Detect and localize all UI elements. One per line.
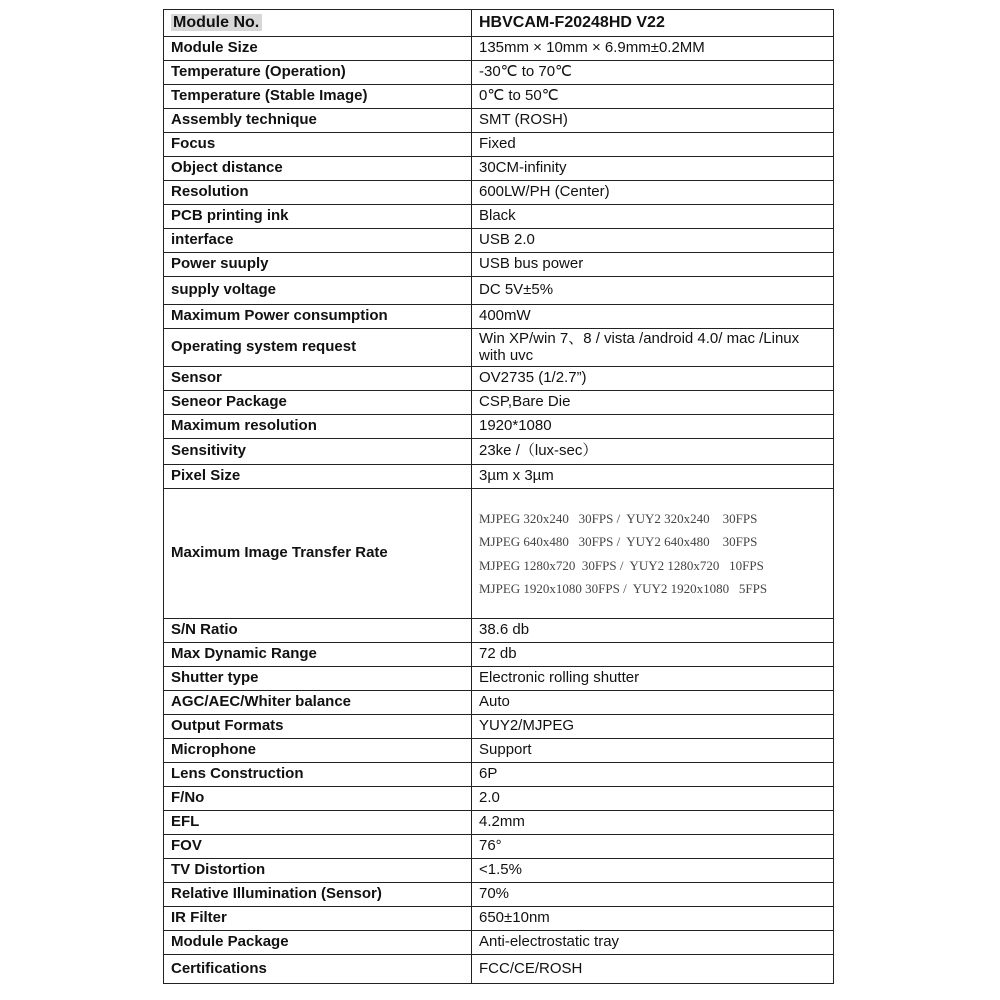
spec-value: SMT (ROSH) bbox=[472, 109, 834, 133]
spec-value: 0℃ to 50℃ bbox=[472, 85, 834, 109]
spec-label: Maximum resolution bbox=[164, 415, 472, 439]
transfer-rate-line: MJPEG 640x480 30FPS / YUY2 640x480 30FPS bbox=[479, 534, 758, 549]
spec-value: 38.6 db bbox=[472, 619, 834, 643]
spec-label: Microphone bbox=[164, 739, 472, 763]
spec-label: TV Distortion bbox=[164, 859, 472, 883]
spec-value: 76° bbox=[472, 835, 834, 859]
spec-label: Resolution bbox=[164, 181, 472, 205]
spec-value: Win XP/win 7、8 / vista /android 4.0/ mac /Linux with uvc bbox=[472, 329, 834, 367]
spec-label: S/N Ratio bbox=[164, 619, 472, 643]
spec-label: Lens Construction bbox=[164, 763, 472, 787]
spec-label: PCB printing ink bbox=[164, 205, 472, 229]
module-no-label: Module No. bbox=[171, 14, 262, 31]
spec-value: 4.2mm bbox=[472, 811, 834, 835]
table-row bbox=[164, 715, 834, 739]
table-row bbox=[164, 907, 834, 931]
spec-label: Temperature (Operation) bbox=[164, 61, 472, 85]
spec-value: Electronic rolling shutter bbox=[472, 667, 834, 691]
table-row bbox=[164, 787, 834, 811]
module-no-value: HBVCAM-F20248HD V22 bbox=[472, 10, 834, 37]
spec-value: 23ke /（lux-sec） bbox=[472, 439, 834, 465]
spec-value bbox=[472, 489, 834, 619]
table-row bbox=[164, 305, 834, 329]
spec-value: 30CM-infinity bbox=[472, 157, 834, 181]
spec-label: Sensor bbox=[164, 367, 472, 391]
table-row bbox=[164, 329, 834, 367]
spec-value: 72 db bbox=[472, 643, 834, 667]
spec-value: 135mm × 10mm × 6.9mm±0.2MM bbox=[472, 37, 834, 61]
table-row bbox=[164, 667, 834, 691]
table-row bbox=[164, 811, 834, 835]
table-row bbox=[164, 931, 834, 955]
spec-value: OV2735 (1/2.7”) bbox=[472, 367, 834, 391]
spec-value: 600LW/PH (Center) bbox=[472, 181, 834, 205]
spec-label: Output Formats bbox=[164, 715, 472, 739]
spec-value: Support bbox=[472, 739, 834, 763]
header-label-cell bbox=[164, 10, 472, 37]
table-row bbox=[164, 157, 834, 181]
table-row bbox=[164, 739, 834, 763]
spec-label: Relative Illumination (Sensor) bbox=[164, 883, 472, 907]
spec-value: FCC/CE/ROSH bbox=[472, 955, 834, 984]
table-row bbox=[164, 691, 834, 715]
spec-label: Object distance bbox=[164, 157, 472, 181]
spec-label: Pixel Size bbox=[164, 465, 472, 489]
spec-value: Fixed bbox=[472, 133, 834, 157]
transfer-rate-line: MJPEG 1280x720 30FPS / YUY2 1280x720 10FPS bbox=[479, 557, 764, 573]
spec-label: Max Dynamic Range bbox=[164, 643, 472, 667]
spec-value: CSP,Bare Die bbox=[472, 391, 834, 415]
table-row bbox=[164, 37, 834, 61]
table-row bbox=[164, 859, 834, 883]
spec-value: Black bbox=[472, 205, 834, 229]
spec-label: Power suuply bbox=[164, 253, 472, 277]
table-row bbox=[164, 367, 834, 391]
spec-label: AGC/AEC/Whiter balance bbox=[164, 691, 472, 715]
spec-table bbox=[163, 9, 834, 984]
spec-label: Seneor Package bbox=[164, 391, 472, 415]
table-row bbox=[164, 883, 834, 907]
table-row bbox=[164, 415, 834, 439]
transfer-rate-line: MJPEG 320x240 30FPS / YUY2 320x240 30FPS bbox=[479, 510, 758, 526]
spec-value: <1.5% bbox=[472, 859, 834, 883]
table-row bbox=[164, 133, 834, 157]
spec-label: interface bbox=[164, 229, 472, 253]
spec-value: Anti-electrostatic tray bbox=[472, 931, 834, 955]
table-row bbox=[164, 181, 834, 205]
table-row bbox=[164, 835, 834, 859]
table-row bbox=[164, 439, 834, 465]
spec-label: Assembly technique bbox=[164, 109, 472, 133]
spec-label: FOV bbox=[164, 835, 472, 859]
table-row bbox=[164, 229, 834, 253]
spec-label: Operating system request bbox=[164, 329, 472, 367]
spec-value: 70% bbox=[472, 883, 834, 907]
table-row bbox=[164, 61, 834, 85]
spec-value: DC 5V±5% bbox=[472, 277, 834, 305]
spec-label: Module Package bbox=[164, 931, 472, 955]
spec-label: EFL bbox=[164, 811, 472, 835]
spec-value: 3µm x 3µm bbox=[472, 465, 834, 489]
spec-label: Maximum Image Transfer Rate bbox=[164, 489, 472, 619]
table-row bbox=[164, 489, 834, 619]
spec-value: 1920*1080 bbox=[472, 415, 834, 439]
table-row bbox=[164, 277, 834, 305]
spec-value: -30℃ to 70℃ bbox=[472, 61, 834, 85]
table-row bbox=[164, 643, 834, 667]
table-row bbox=[164, 253, 834, 277]
table-row bbox=[164, 763, 834, 787]
spec-value: USB 2.0 bbox=[472, 229, 834, 253]
spec-label: Maximum Power consumption bbox=[164, 305, 472, 329]
spec-value: Auto bbox=[472, 691, 834, 715]
spec-label: Certifications bbox=[164, 955, 472, 984]
spec-label: Focus bbox=[164, 133, 472, 157]
table-row bbox=[164, 109, 834, 133]
spec-sheet bbox=[163, 9, 834, 984]
spec-value: 2.0 bbox=[472, 787, 834, 811]
table-row bbox=[164, 465, 834, 489]
spec-value: YUY2/MJPEG bbox=[472, 715, 834, 739]
spec-label: Temperature (Stable Image) bbox=[164, 85, 472, 109]
table-row bbox=[164, 85, 834, 109]
spec-value: USB bus power bbox=[472, 253, 834, 277]
spec-value: 400mW bbox=[472, 305, 834, 329]
table-row bbox=[164, 391, 834, 415]
spec-label: Sensitivity bbox=[164, 439, 472, 465]
spec-label: Shutter type bbox=[164, 667, 472, 691]
spec-label: supply voltage bbox=[164, 277, 472, 305]
spec-value: 6P bbox=[472, 763, 834, 787]
spec-value: 650±10nm bbox=[472, 907, 834, 931]
table-row bbox=[164, 205, 834, 229]
transfer-rate-line: MJPEG 1920x1080 30FPS / YUY2 1920x1080 5FPS bbox=[479, 581, 768, 596]
table-row bbox=[164, 955, 834, 984]
spec-label: IR Filter bbox=[164, 907, 472, 931]
spec-label: Module Size bbox=[164, 37, 472, 61]
spec-label: F/No bbox=[164, 787, 472, 811]
table-row bbox=[164, 619, 834, 643]
table-header-row bbox=[164, 10, 834, 37]
